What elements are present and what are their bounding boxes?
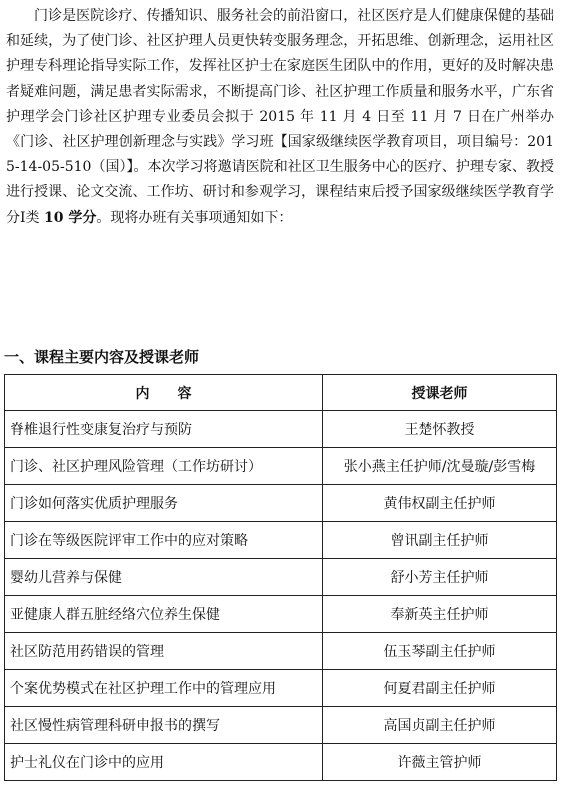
intro-text-part1: 门诊是医院诊疗、传播知识、服务社会的前沿窗口，社区医疗是人们健康保健的基础和延续，为了使门诊、社区护理人员更快转变服务理念，开拓思维、创新理念，运用社区护理专科理论指导实际工作，发挥社区护士在家庭医生团队中的作用，更好的及时解决患者疑难问题，满足患者实际需求，不断提高门诊、社区护理工作质量和服务水平，广东省护理学会门诊社区护理专业委员会拟于 2015 年 11 月 4 日至 11 月 7 日在广州举办《门诊、社区护理创新理念与实践》学习班【国家级继续医学教育项目，项目编号：2015-14-05-510（国）】。本次学习将邀请医院和社区卫生服务中心的医疗、护理专家、教授进行授课、论文交流、工作坊、研讨和参观学习，课程结束后授予国家级继续医学教育学分Ⅰ类 xyxy=(6,8,554,226)
course-teacher-cell: 王楚怀教授 xyxy=(323,411,557,448)
course-content-cell: 亚健康人群五脏经络穴位养生保健 xyxy=(5,596,323,633)
course-content-cell: 个案优势模式在社区护理工作中的管理应用 xyxy=(5,670,323,707)
course-teacher-cell: 许薇主管护师 xyxy=(323,744,557,781)
course-content-cell: 婴幼儿营养与保健 xyxy=(5,559,323,596)
course-teacher-cell: 舒小芳主任护师 xyxy=(323,559,557,596)
course-teacher-cell: 曾讯副主任护师 xyxy=(323,522,557,559)
table-row xyxy=(5,411,557,448)
table-row xyxy=(5,596,557,633)
course-teacher-cell: 黄伟权副主任护师 xyxy=(323,485,557,522)
intro-credits: 10 学分 xyxy=(43,209,97,226)
course-teacher-cell: 奉新英主任护师 xyxy=(323,596,557,633)
course-content-cell: 门诊如何落实优质护理服务 xyxy=(5,485,323,522)
table-row xyxy=(5,485,557,522)
course-teacher-cell: 伍玉琴副主任护师 xyxy=(323,633,557,670)
table-header-row xyxy=(5,375,557,411)
course-content-cell: 门诊在等级医院评审工作中的应对策略 xyxy=(5,522,323,559)
table-row xyxy=(5,707,557,744)
section-title-courses: 一、课程主要内容及授课老师 xyxy=(4,348,200,366)
intro-paragraph xyxy=(6,4,554,231)
table-row xyxy=(5,522,557,559)
table-row xyxy=(5,448,557,485)
course-content-cell: 门诊、社区护理风险管理（工作坊研讨） xyxy=(5,448,323,485)
intro-text-part2: 。现将办班有关事项通知如下： xyxy=(96,209,293,226)
header-content: 内 容 xyxy=(5,375,323,411)
table-row xyxy=(5,670,557,707)
table-row xyxy=(5,633,557,670)
course-content-cell: 脊椎退行性变康复治疗与预防 xyxy=(5,411,323,448)
table-row xyxy=(5,744,557,781)
course-content-cell: 护士礼仪在门诊中的应用 xyxy=(5,744,323,781)
course-content-cell: 社区慢性病管理科研申报书的撰写 xyxy=(5,707,323,744)
header-teacher: 授课老师 xyxy=(323,375,557,411)
course-table xyxy=(4,374,557,781)
course-teacher-cell: 何夏君副主任护师 xyxy=(323,670,557,707)
course-content-cell: 社区防范用药错误的管理 xyxy=(5,633,323,670)
course-teacher-cell: 高国贞副主任护师 xyxy=(323,707,557,744)
course-teacher-cell: 张小燕主任护师/沈曼璇/彭雪梅 xyxy=(323,448,557,485)
table-row xyxy=(5,559,557,596)
